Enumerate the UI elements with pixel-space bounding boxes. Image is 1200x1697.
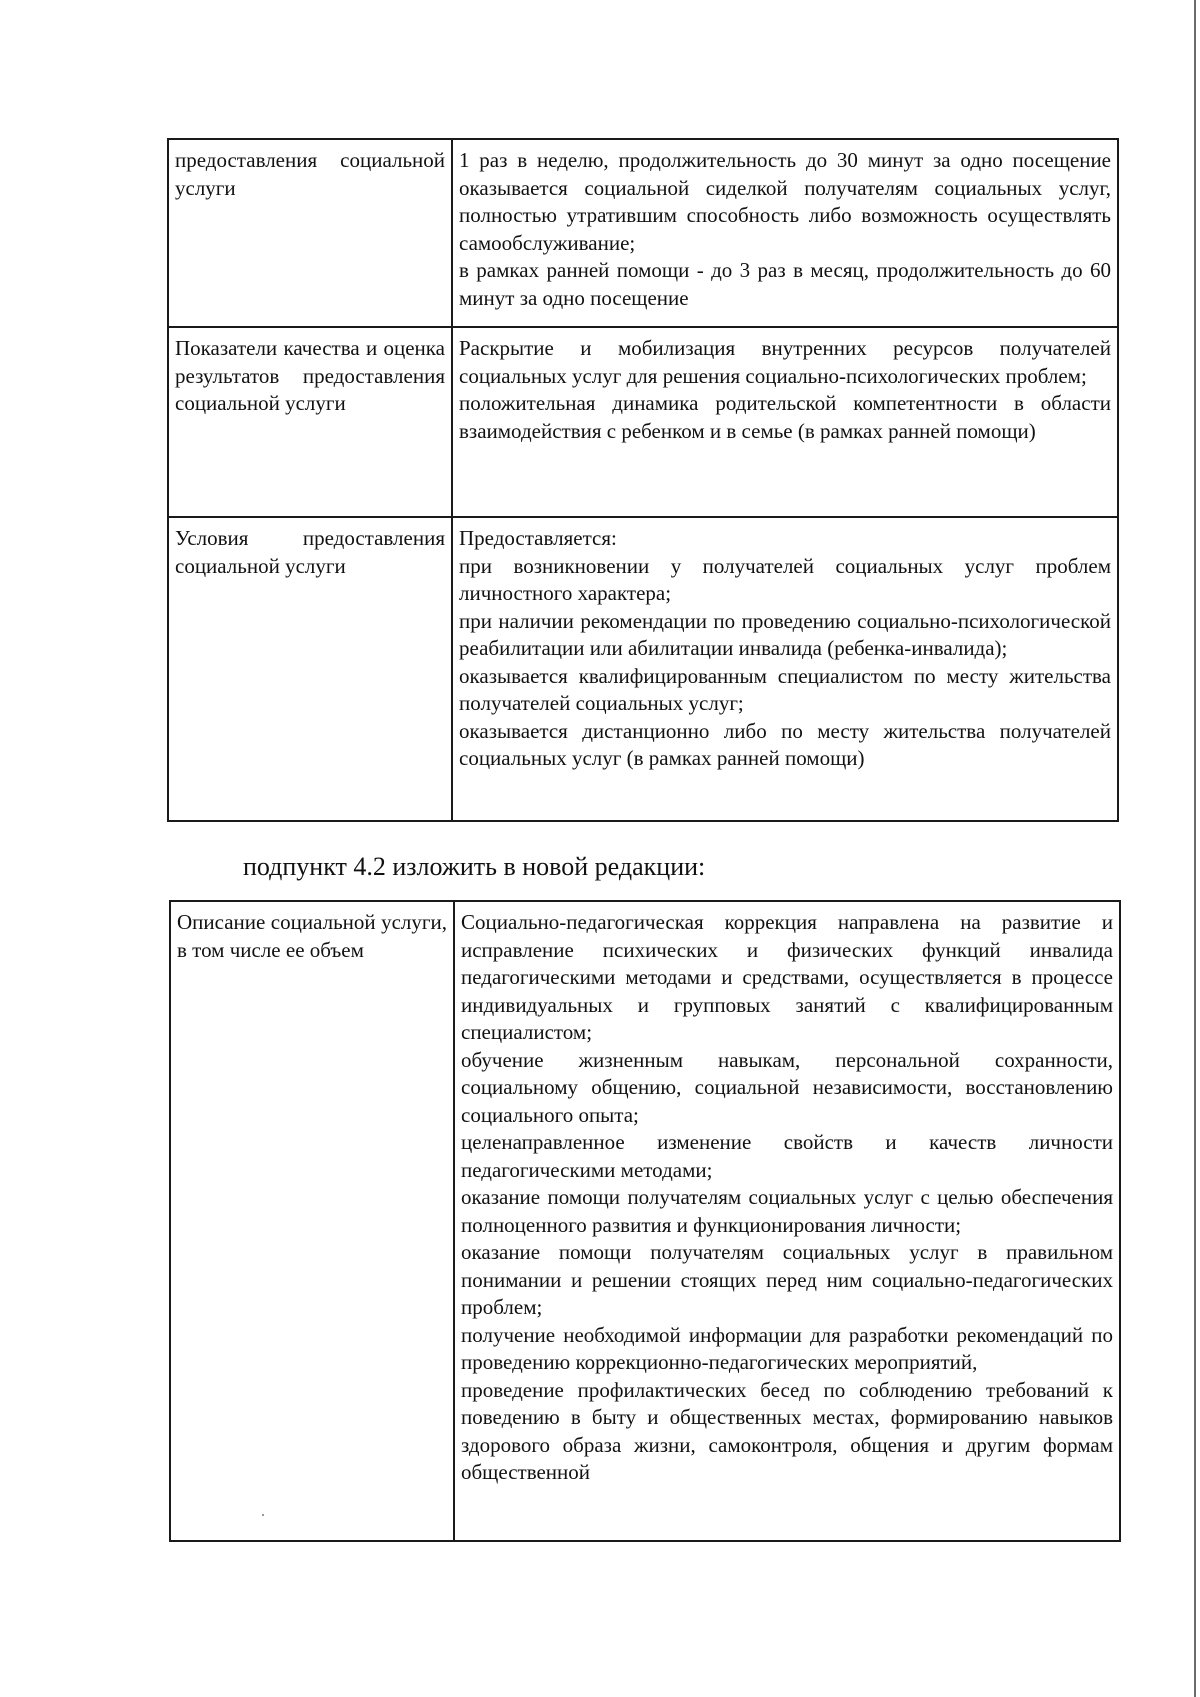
table-row: [168, 327, 1118, 517]
value-paragraph: 1 раз в неделю, продолжительность до 30 минут за одно посещение оказывается социальной сиделкой получателям социальных услуг, полностью утратившим способность либо возможность осуществлять самообслуживание;: [459, 148, 1111, 255]
value-paragraph: целенаправленное изменение свойств и качеств личности педагогическими методами;: [461, 1130, 1113, 1182]
table-row: [170, 901, 1120, 1541]
value-paragraph: Раскрытие и мобилизация внутренних ресурсов получателей социальных услуг для решения социально-психологических проблем;: [459, 336, 1111, 388]
scan-edge-border: [1194, 0, 1196, 1697]
services-table-continuation: [167, 138, 1119, 822]
value-paragraph: Предоставляется:: [459, 526, 617, 550]
row-value: [452, 327, 1118, 517]
table-row: [168, 139, 1118, 327]
value-paragraph: оказание помощи получателям социальных услуг в правильном понимании и решении стоящих перед ним социально-педагогических проблем;: [461, 1240, 1113, 1319]
row-label: Описание социальной услуги, в том числе ее объем: [170, 901, 454, 1541]
services-table-new-edition: [169, 900, 1121, 1542]
value-paragraph: положительная динамика родительской компетентности в области взаимодействия с ребенком и в семье (в рамках ранней помощи): [459, 391, 1111, 443]
row-label: Показатели качества и оценка результатов предоставления социальной услуги: [168, 327, 452, 517]
row-label: Условия предоставления социальной услуги: [168, 517, 452, 821]
value-paragraph: оказывается квалифицированным специалистом по месту жительства получателей социальных услуг;: [459, 663, 1111, 715]
row-value: [452, 517, 1118, 821]
row-label: предоставления социальной услуги: [168, 139, 452, 327]
amendment-heading: подпункт 4.2 изложить в новой редакции:: [243, 852, 706, 881]
value-paragraph: оказывается дистанционно либо по месту жительства получателей социальных услуг (в рамках ранней помощи): [459, 718, 1111, 770]
value-paragraph: обучение жизненным навыкам, персональной сохранности, социальному общению, социальной независимости, восстановлению социального опыта;: [461, 1047, 1113, 1127]
value-paragraph: проведение профилактических бесед по соблюдению требований к поведению в быту и общественных местах, формированию навыков здорового образа жизни, самоконтроля, общения и другим формам общественной: [461, 1377, 1113, 1484]
row-value: [454, 901, 1120, 1541]
value-paragraph: получение необходимой информации для разработки рекомендаций по проведению коррекционно-педагогических мероприятий,: [461, 1322, 1113, 1374]
value-paragraph: при возникновении у получателей социальных услуг проблем личностного характера;: [459, 553, 1111, 605]
value-paragraph: при наличии рекомендации по проведению социально-психологической реабилитации или абилитации инвалида (ребенка-инвалида);: [459, 608, 1111, 660]
value-paragraph: оказание помощи получателям социальных услуг с целью обеспечения полноценного развития и функционирования личности;: [461, 1185, 1113, 1237]
value-paragraph: Социально-педагогическая коррекция направлена на развитие и исправление психических и физических функций инвалида педагогическими методами и средствами, осуществляется в процессе индивидуальных и групповых занятий с квалифицированным специалистом;: [461, 910, 1113, 1044]
table-row: [168, 517, 1118, 821]
row-value: [452, 139, 1118, 327]
value-paragraph: в рамках ранней помощи - до 3 раз в месяц, продолжительность до 60 минут за одно посещение: [459, 258, 1111, 310]
scan-speck: [262, 1514, 264, 1516]
